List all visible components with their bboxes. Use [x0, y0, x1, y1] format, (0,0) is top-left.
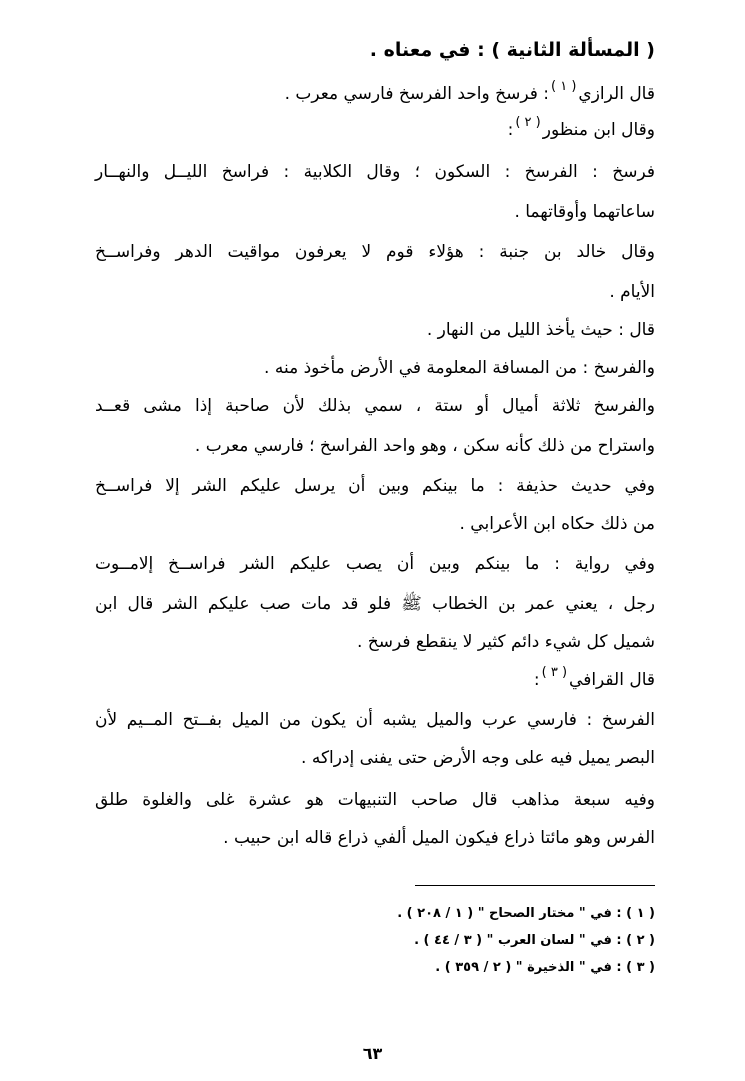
text-line-12: من ذلك حكاه ابن الأعرابي . — [459, 514, 655, 534]
text-line-1 — [95, 79, 655, 108]
footnote-divider — [415, 885, 655, 886]
text-line-16 — [95, 665, 655, 694]
section-title: ( المسألة الثانية ) : في معناه . — [369, 39, 655, 61]
footnote-1: ( ١ ) : في " مختار الصحاح " ( ١ / ٢٠٨ ) . — [397, 906, 655, 921]
text-line-14: رجل ، يعني عمر بن الخطاب ﷺ فلو قد مات صب عليكم الشر قال ابن — [95, 594, 655, 614]
text-line-11: وفي حديث حذيفة : ما بينكم وبين أن يرسل عليكم الشر إلا فراســخ — [95, 476, 655, 496]
text-segment: وقال ابن منظور — [542, 120, 655, 140]
text-line-5: وقال خالد بن جنبة : هؤلاء قوم لا يعرفون مواقيت الدهر وفراســخ — [95, 242, 655, 262]
text-segment: : — [533, 670, 540, 690]
footnote-ref-3: ( ٣ ) — [541, 665, 568, 680]
text-line-6: الأيام . — [609, 282, 655, 302]
text-line-13: وفي رواية : ما بينكم وبين أن يصب عليكم الشر فراســخ إلامــوت — [95, 554, 655, 574]
text-line-20: الفرس وهو مائتا ذراع فيكون الميل ألفي ذراع قاله ابن حبيب . — [223, 828, 655, 848]
text-line-15: شميل كل شيء دائم كثير لا ينقطع فرسخ . — [356, 632, 655, 652]
text-line-17: الفرسخ : فارسي عرب والميل يشبه أن يكون من الميل بفــتح المــيم لأن — [95, 710, 655, 730]
text-line-2 — [95, 115, 655, 144]
text-line-19: وفيه سبعة مذاهب قال صاحب التنبيهات هو عشرة غلى والغلوة طلق — [95, 790, 655, 810]
text-line-7: قال : حيث يأخذ الليل من النهار . — [426, 320, 655, 340]
text-segment: قال القرافي — [569, 670, 655, 690]
footnote-3: ( ٣ ) : في " الذخيرة " ( ٢ / ٣٥٩ ) . — [435, 960, 655, 975]
footnote-2: ( ٢ ) : في " لسان العرب " ( ٣ / ٤٤ ) . — [414, 933, 655, 948]
footnote-ref-1: ( ١ ) — [550, 79, 577, 94]
text-segment: : — [507, 120, 514, 140]
page-number: ٦٣ — [362, 1044, 383, 1063]
text-segment: : فرسخ واحد الفرسخ فارسي معرب . — [284, 84, 549, 104]
footnote-ref-2: ( ٢ ) — [515, 115, 541, 130]
text-line-8: والفرسخ : من المسافة المعلومة في الأرض مأخوذ منه . — [264, 358, 655, 378]
text-line-4: ساعاتهما وأوقاتهما . — [514, 202, 655, 222]
text-line-10: واستراح من ذلك كأنه سكن ، وهو واحد الفراسخ ؛ فارسي معرب . — [194, 436, 655, 456]
text-line-3: فرسخ : الفرسخ : السكون ؛ وقال الكلابية : فراسخ الليــل والنهــار — [95, 162, 655, 182]
text-line-9: والفرسخ ثلاثة أميال أو ستة ، سمي بذلك لأن صاحبة إذا مشى قعــد — [95, 396, 655, 416]
text-line-18: البصر يميل فيه على وجه الأرض حتى يفنى إدراكه . — [301, 748, 655, 768]
text-segment: قال الرازي — [578, 84, 655, 104]
